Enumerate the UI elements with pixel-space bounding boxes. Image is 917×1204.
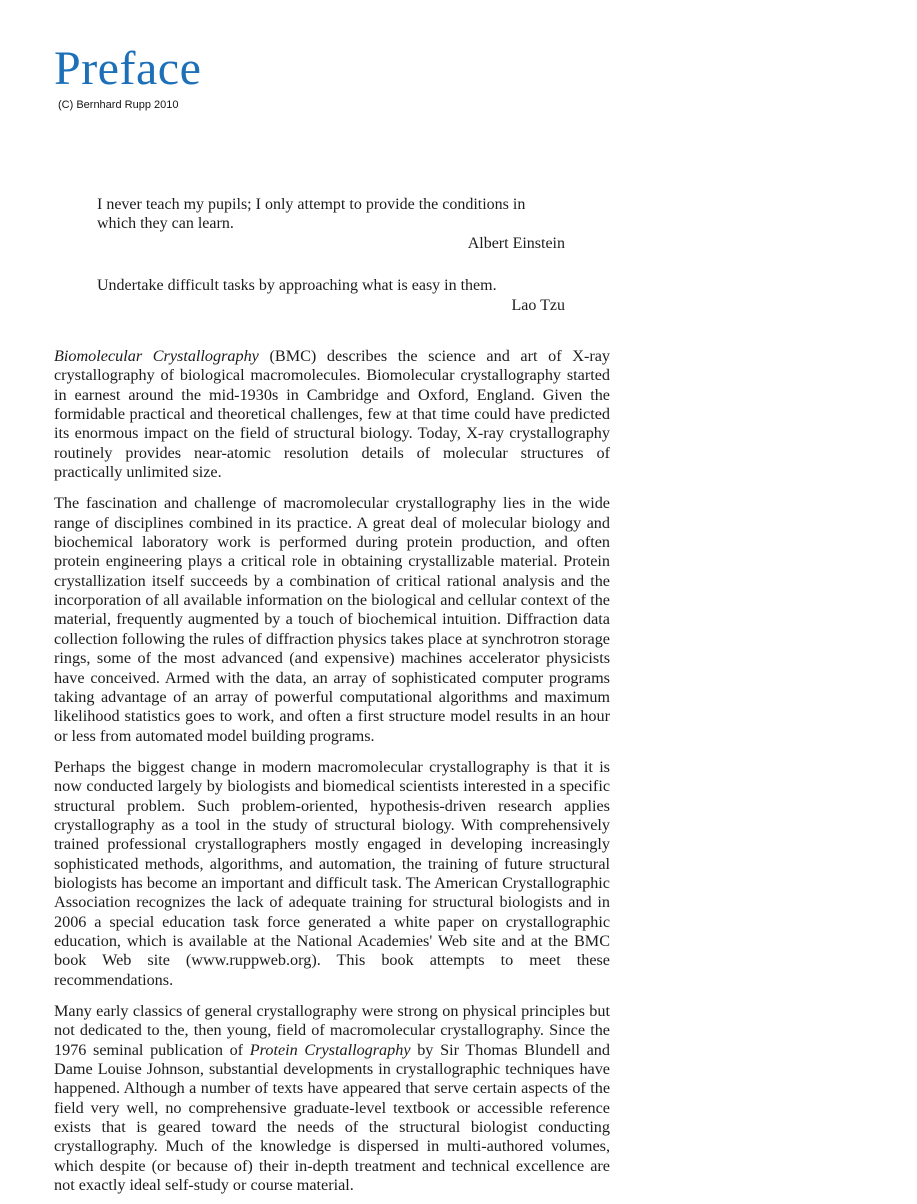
paragraph-1: Biomolecular Crystallography (BMC) describes the science and art of X-ray crystallography of biological macromolecules. Biomolecular crystallography started in earnest around the mid-1930s in Cambridge and Oxford, England. Given the formidable practical and theoretical challenges, few at that time could have predicted its enormous impact on the field of structural biology. Today, X-ray crystallography routinely provides near-atomic resolution details of molecular structures of practically unlimited size. <box>54 347 610 482</box>
body-section <box>54 347 610 1204</box>
quote-einstein-attribution: Albert Einstein <box>467 234 565 252</box>
paragraph-2: The fascination and challenge of macromolecular crystallography lies in the wide range of disciplines combined in its practice. A great deal of molecular biology and biochemical laboratory work is performed during protein production, and often protein engineering plays a critical role in obtaining crystallizable material. Protein crystallization itself succeeds by a combination of critical rational analysis and the incorporation of all available information on the biological and cellular context of the material, frequently augmented by a touch of biochemical intuition. Diffraction data collection following the rules of diffraction physics takes place at synchrotron storage rings, some of the most advanced (and expensive) machines accelerator physicists have conceived. Armed with the data, an array of sophisticated computer programs taking advantage of an array of powerful computational algorithms and maximum likelihood statistics goes to work, and often a first structure model results in an hour or less from automated model building programs. <box>54 494 610 745</box>
paragraph-4: Many early classics of general crystallography were strong on physical principles but not dedicated to the, then young, field of macromolecular crystallography. Since the 1976 seminal publication of Protein Crystallography by Sir Thomas Blundell and Dame Louise Johnson, substantial developments in crystallographic techniques have happened. Although a number of texts have appeared that serve certain aspects of the field very well, no comprehensive graduate-level textbook or accessible reference exists that is geared toward the needs of the structural biologist conducting crystallography. Much of the knowledge is dispersed in multi-authored volumes, which despite (or because of) their in-depth treatment and technical excellence are not exactly ideal self-study or course material. <box>54 1002 610 1195</box>
page-header <box>54 44 201 111</box>
quote-laotzu-attribution: Lao Tzu <box>511 296 565 314</box>
copyright-line: (C) Bernhard Rupp 2010 <box>58 99 179 112</box>
quotes-section <box>97 195 565 338</box>
quote-laotzu <box>97 276 565 315</box>
quote-laotzu-text: Undertake difficult tasks by approaching what is easy in them. <box>97 277 497 295</box>
quote-einstein-text: I never teach my pupils; I only attempt to provide the conditions in which they can learn. <box>97 196 526 233</box>
page-title: Preface <box>54 42 202 95</box>
paragraph-3: Perhaps the biggest change in modern macromolecular crystallography is that it is now conducted largely by biologists and biomedical scientists interested in a specific structural problem. Such problem-oriented, hypothesis-driven research applies crystallography as a tool in the study of structural biology. With comprehensively trained professional crystallographers mostly engaged in developing increasingly sophisticated methods, algorithms, and automation, the training of future structural biologists has become an important and difficult task. The American Crystallographic Association recognizes the lack of adequate training for structural biologists and in 2006 a special education task force generated a white paper on crystallographic education, which is available at the National Academies' Web site and at the BMC book Web site (www.ruppweb.org). This book attempts to meet these recommendations. <box>54 757 610 989</box>
quote-einstein <box>97 195 565 253</box>
